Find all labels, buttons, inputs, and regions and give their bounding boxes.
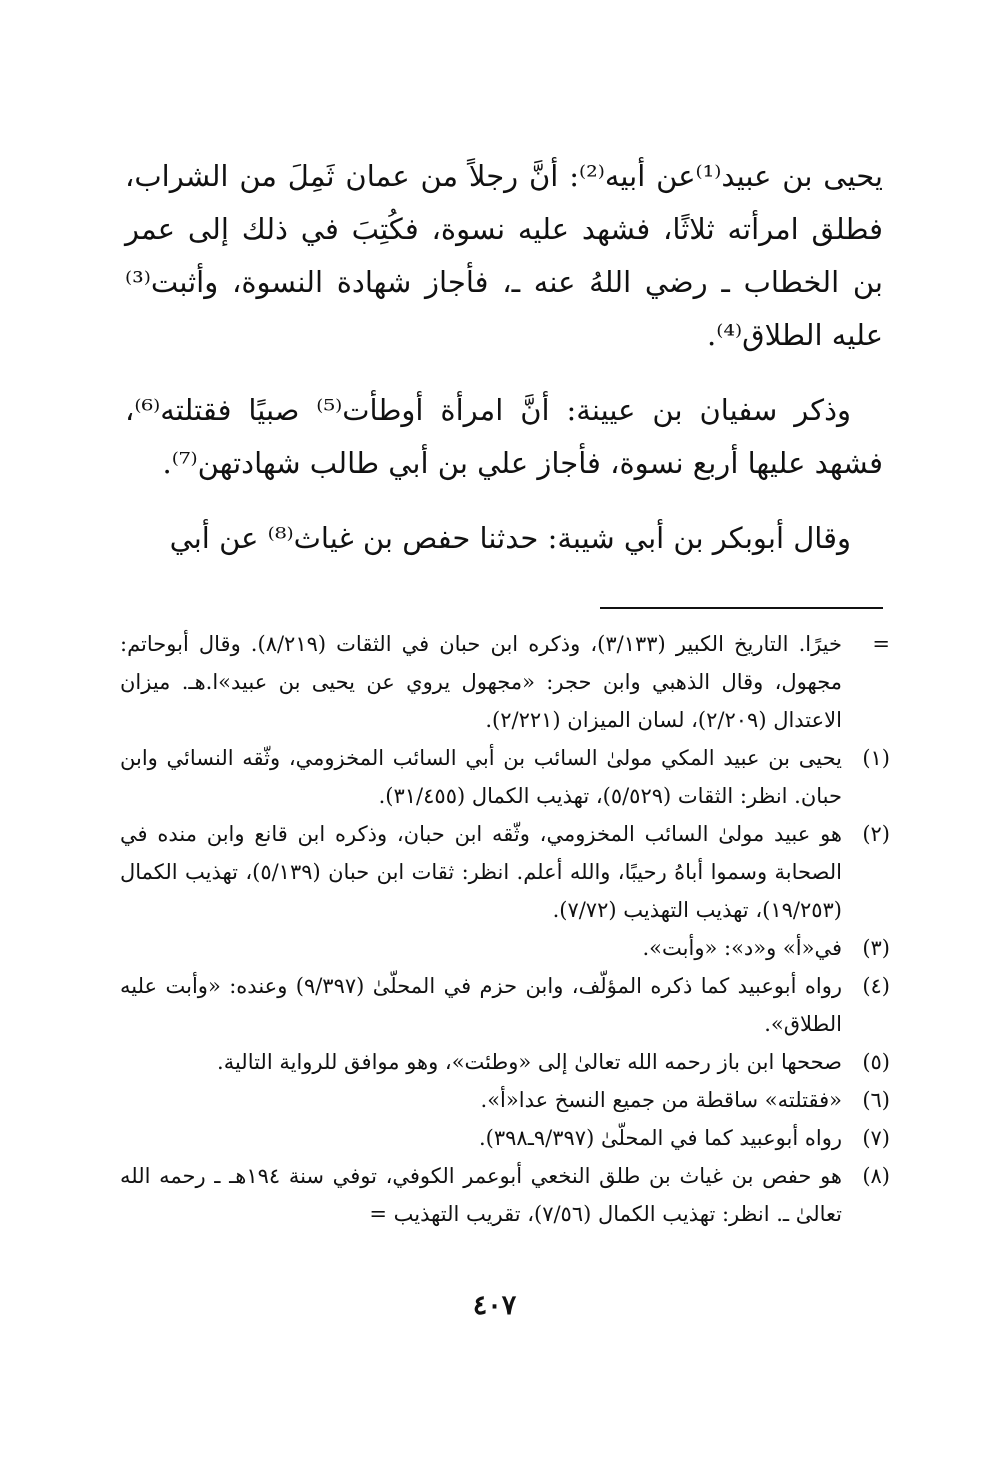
footnote-text: هو حفص بن غياث بن طلق النخعي أبوعمر الكوفي، توفي سنة ١٩٤هـ ـ رحمه الله تعالىٰ ـ. انظر: تهذيب الكمال (٧/٥٦)، تقريب التهذيب = [120,1164,842,1226]
footnote-number: (١) [862,746,890,770]
footnote-number: (٥) [862,1050,890,1074]
footnotes [120,625,890,1233]
footnote-text: خيرًا. التاريخ الكبير (٣/١٣٣)، وذكره ابن حبان في الثقات (٨/٢١٩). وقال أبوحاتم: مجهول، وقال الذهبي وابن حجر: «مجهول يروي عن يحيى بن عبيد»ا.هـ. ميزان الاعتدال (٢/٢٠٩)، لسان الميزان (٢/٢٢١). [120,632,843,732]
footnote-text: رواه أبوعبيد كما ذكره المؤلّف، وابن حزم في المحلّىٰ (٩/٣٩٧) وعنده: «وأبت عليه الطلاق». [120,974,842,1036]
footnote-8 [120,1157,890,1233]
paragraph-1: يحيى بن عبيد⁽¹⁾عن أبيه⁽²⁾: أنَّ رجلاً من عمان ثَمِلَ من الشراب، فطلق امرأته ثلاثًا، فشهد عليه نسوة، فكُتِبَ في ذلك إلى عمر بن الخطاب ـ رضي اللهُ عنه ـ، فأجاز شهادة النسوة، وأثبت⁽³⁾ عليه الطلاق⁽⁴⁾. [125,159,883,352]
footnote-text: «فقتلته» ساقطة من جميع النسخ عدا«أ». [480,1088,842,1112]
footnote-text: يحيى بن عبيد المكي مولىٰ السائب بن أبي السائب المخزومي، وثّقه النسائي وابن حبان. انظر: الثقات (٥/٥٢٩)، تهذيب الكمال (٣١/٤٥٥). [120,746,842,808]
footnote-text: هو عبيد مولىٰ السائب المخزومي، وثّقه ابن حبان، وذكره ابن قانع وابن منده في الصحابة وسموا أباهُ رحيبًا، والله أعلم. انظر: ثقات ابن حبان (٥/١٣٩)، تهذيب الكمال (١٩/٢٥٣)، تهذيب التهذيب (٧/٧٢). [120,822,842,922]
paragraph-2: وذكر سفيان بن عيينة: أنَّ امرأة أوطأت⁽⁵⁾ صبيًا فقتلته⁽⁶⁾، فشهد عليها أربع نسوة، فأجاز علي بن أبي طالب شهادتهن⁽⁷⁾. [125,393,883,480]
footnote-3 [120,929,890,967]
footnote-number: (٣) [862,936,890,960]
footnote-4 [120,967,890,1043]
footnote-text: صححها ابن باز رحمه الله تعالىٰ إلى «وطئت»، وهو موافق للرواية التالية. [217,1050,842,1074]
footnote-5 [120,1043,890,1081]
footnote-marker: = [872,632,890,656]
footnote-text: في«أ» و«د»: «وأبت». [642,936,842,960]
footnote-number: (٨) [862,1164,890,1188]
main-text [125,150,883,587]
footnote-continuation [120,625,890,739]
page-number: ٤٠٧ [472,1290,517,1321]
footnote-7 [120,1119,890,1157]
footnote-text: رواه أبوعبيد كما في المحلّىٰ (٩/٣٩٧ـ٣٩٨). [479,1126,842,1150]
footnote-separator [600,607,883,609]
footnote-6 [120,1081,890,1119]
footnote-number: (٧) [862,1126,890,1150]
footnote-number: (٢) [862,822,890,846]
footnote-number: (٦) [862,1088,890,1112]
footnote-1 [120,739,890,815]
paragraph-3: وقال أبوبكر بن أبي شيبة: حدثنا حفص بن غياث⁽⁸⁾ عن أبي [169,521,851,555]
footnote-2 [120,815,890,929]
footnote-number: (٤) [862,974,890,998]
